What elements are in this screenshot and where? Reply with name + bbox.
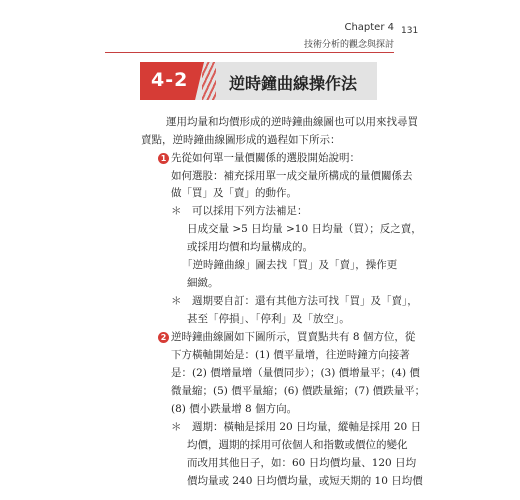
paragraph-line: 賣點，逆時鐘曲線圖形成的過程如下所示： (141, 134, 341, 146)
paragraph-line: (8) 價小跌量增 8 個方向。 (171, 403, 298, 415)
page-header (105, 22, 394, 53)
paragraph-line: 下方橫軸開始是：(1) 價平量增，往逆時鐘方向接著 (171, 349, 410, 361)
note-line: ＊ 可以採用下列方法補足： (171, 205, 308, 217)
chapter-label: Chapter 4 (344, 22, 394, 33)
paragraph-line: 而改用其他日子，如：60 日均價均量、120 日均 (187, 457, 417, 469)
paragraph-line: 運用均量和均價形成的逆時鐘曲線圖也可以用來找尋買 (166, 116, 418, 128)
note-line: ＊ 週期要自訂：還有其他方法可找「買」及「賣」， (171, 295, 418, 307)
section-banner (140, 62, 377, 100)
list-item-heading: 先從如何單一量價關係的選股開始說明： (171, 152, 360, 164)
paragraph-line: 「逆時鐘曲線」圖去找「買」及「賣」，操作更 (182, 259, 398, 271)
paragraph-line: 甚至「停損」、「停利」及「放空」。 (187, 313, 350, 325)
number-badge-2: 2 (158, 332, 169, 343)
list-item-heading: 逆時鐘曲線圖如下圖所示，買賣點共有 8 個方位，從 (171, 331, 416, 343)
section-title: 逆時鐘曲線操作法 (229, 74, 358, 93)
paragraph-line: 是：(2) 價增量增（量價同步）；(3) 價增量平；(4) 價 (171, 367, 420, 379)
note-line: ＊ 週期：橫軸是採用 20 日均量，縱軸是採用 20 日 (171, 421, 422, 433)
page-number: 131 (401, 26, 419, 36)
chapter-subtitle: 技術分析的觀念與探討 (303, 40, 394, 50)
paragraph-line: 做「買」及「賣」的動作。 (171, 187, 297, 199)
section-number: 4-2 (151, 69, 189, 91)
number-badge-1: 1 (158, 153, 169, 164)
paragraph-line: 如何選股：補充採用單一成交量所構成的量價關係去 (171, 170, 413, 182)
paragraph-line: 均價，週期的採用可依個人和指數或價位的變化 (187, 439, 408, 451)
paragraph-line: 日成交量 >5 日均量 >10 日均量（買）；反之賣， (187, 223, 422, 235)
paragraph-line: 或採用均價和均量構成的。 (187, 241, 313, 253)
paragraph-line: 微量縮；(5) 價平量縮；(6) 價跌量縮；(7) 價跌量平； (171, 385, 426, 397)
section-banner-stripes (202, 62, 216, 100)
paragraph-line: 價均量或 240 日均價均量，或短天期的 10 日均價 (187, 475, 423, 487)
paragraph-line: 細緻。 (187, 277, 219, 289)
